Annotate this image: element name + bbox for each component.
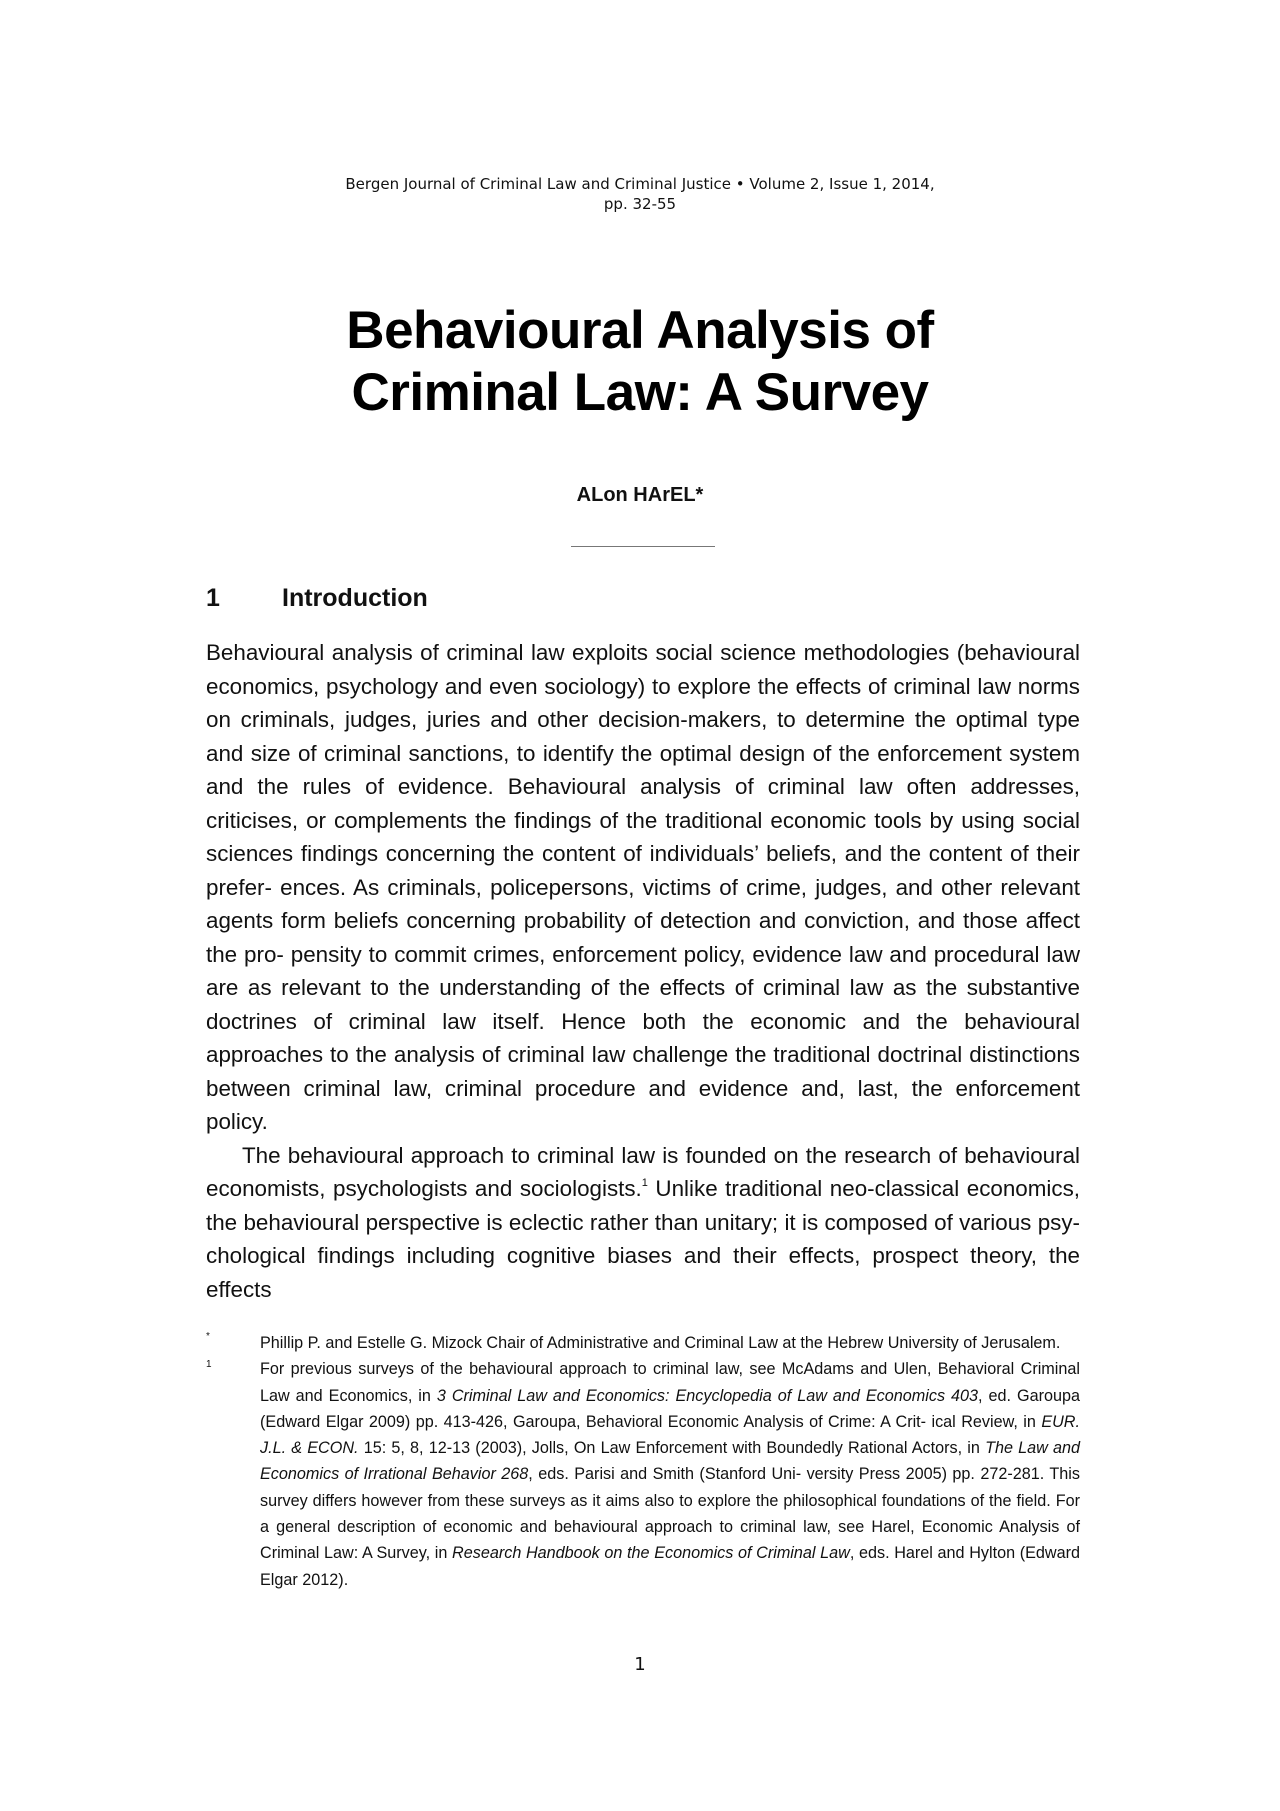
journal-header bbox=[300, 174, 980, 214]
footnote-author bbox=[206, 1330, 1080, 1356]
footnote-text: For previous surveys of the behavioural approach to criminal law, see McAdams and Ulen, Behavioral Criminal Law and Economics, in bbox=[260, 1360, 1080, 1405]
section-number: 1 bbox=[206, 584, 220, 612]
footnote-text: Phillip P. and Estelle G. Mizock Chair of Administrative and Criminal Law at the Hebrew University of Jerusalem. bbox=[260, 1334, 1061, 1352]
footnote-journal-title: EUR. J.L. & ECON. bbox=[260, 1412, 1080, 1458]
page-number: 1 bbox=[634, 1654, 646, 1675]
footnote-text: , ed. Garoupa (Edward Elgar 2009) pp. 413-426, Garoupa, Behavioral Economic Analysis of Crime: A Crit- ical Review, in bbox=[260, 1386, 1080, 1431]
paragraph-text: Unlike traditional neo-classical economics, the behavioural perspective is eclectic rather than unitary; it is composed of various psy- chological findings including cognitive biases and their effects, prospect theory, the effects bbox=[206, 1176, 1080, 1302]
footnote-text: 15: 5, 8, 12-13 (2003), Jolls, On Law Enforcement with Boundedly Rational Actors, in bbox=[358, 1439, 986, 1458]
section-heading bbox=[206, 584, 428, 613]
footnote-citation-title: 3 Criminal Law and Economics: Encyclopedia of Law and Economics 403 bbox=[436, 1386, 979, 1405]
body-paragraph: Behavioural analysis of criminal law exploits social science methodologies (behavioural economics, psychology and even sociology) to explore the effects of criminal law norms on criminals, judges, juries and other decision-makers, to determine the optimal type and size of criminal sanctions, to identify the optimal design of the enforcement system and the rules of evidence. Behavioural analysis of criminal law often addresses, criticises, or complements the findings of the traditional economic tools by using social sciences findings concerning the content of individuals’ beliefs, and the content of their prefer- ences. As criminals, policepersons, victims of crime, judges, and other relevant agents form beliefs concerning probability of detection and conviction, and those affect the pro- pensity to commit crimes, enforcement policy, evidence law and procedural law are as relevant to the understanding of the effects of criminal law as the substantive doctrines of criminal law itself. Hence both the economic and the behavioural approaches to the analysis of criminal law challenge the traditional doctrinal distinctions between criminal law, criminal procedure and evidence and, last, the enforcement policy. bbox=[206, 640, 1080, 1134]
journal-pages-line: pp. 32-55 bbox=[603, 195, 677, 213]
author-divider bbox=[571, 546, 715, 547]
body-text bbox=[206, 636, 1080, 1306]
footnote-1 bbox=[206, 1356, 1080, 1593]
journal-citation-line: Bergen Journal of Criminal Law and Criminal Justice • Volume 2, Issue 1, 2014, bbox=[345, 175, 935, 193]
footnote-citation-title: The Law and Economics of Irrational Behavior 268 bbox=[260, 1439, 1081, 1484]
footnote-citation-title: Research Handbook on the Economics of Criminal Law bbox=[452, 1544, 850, 1563]
author-name: ALon HArEL* bbox=[576, 484, 704, 506]
body-paragraph bbox=[206, 1139, 1080, 1307]
paragraph-text: The behavioural approach to criminal law is founded on the research of behavioural economists, psychologists and sociologists. bbox=[206, 1142, 1080, 1201]
footnotes bbox=[206, 1330, 1080, 1593]
footnote-text: , eds. Parisi and Smith (Stanford Uni- versity Press 2005) pp. 272-281. This survey differs however from these surveys as it aims also to explore the philosophical foundations of the field. For a general description of economic and behavioural approach to criminal law, see Harel, Economic Analysis of Criminal Law: A Survey, in bbox=[260, 1465, 1080, 1563]
article-title-line-2: Criminal Law: A Survey bbox=[351, 363, 929, 422]
article-title bbox=[250, 300, 1030, 424]
footnote-text: , eds. Harel and Hylton (Edward Elgar 2012). bbox=[260, 1544, 1080, 1589]
section-title: Introduction bbox=[282, 584, 428, 612]
footnote-reference[interactable]: 1 bbox=[641, 1177, 648, 1189]
article-title-line-1: Behavioural Analysis of bbox=[346, 301, 934, 360]
footnote-mark: 1 bbox=[206, 1359, 212, 1371]
footnote-mark: * bbox=[206, 1331, 210, 1342]
